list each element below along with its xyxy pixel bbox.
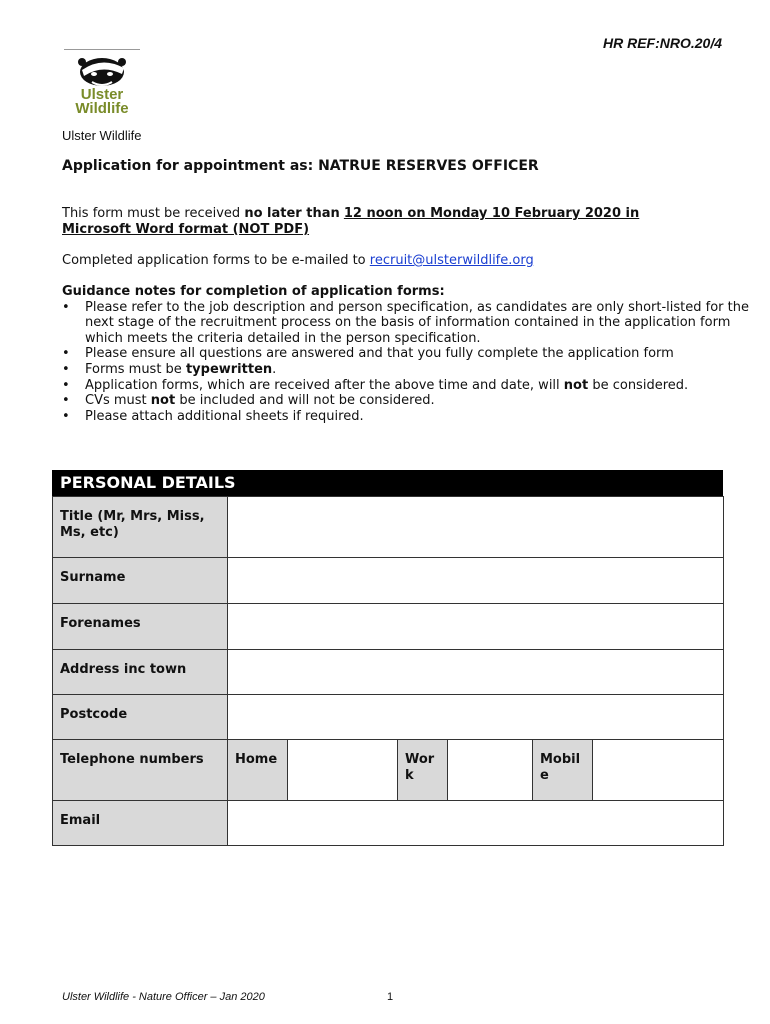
guidance-item-4-post: be considered. [588,377,689,393]
mobile-phone-label: Mobil e [533,740,593,801]
guidance-item-5-pre: CVs must [85,393,151,409]
email-field[interactable] [228,801,724,846]
table-row [53,650,724,695]
forenames-label: Forenames [53,604,228,650]
deadline-notice [62,206,712,238]
organisation-name: Ulster Wildlife [62,128,142,143]
ulster-wildlife-logo [64,52,140,118]
address-field[interactable] [228,650,724,695]
page-number: 1 [387,991,394,1003]
home-phone-field[interactable] [288,740,398,801]
guidance-item-6: Please attach additional sheets if required. [85,408,364,424]
guidance-item-5-post: be included and will not be considered. [175,393,435,409]
mobile-phone-field[interactable] [593,740,724,801]
table-row [53,695,724,740]
guidance-item-2: Please ensure all questions are answered and that you fully complete the application form [85,346,674,362]
footer-left: Ulster Wildlife - Nature Officer – Jan 2020 [62,991,265,1003]
guidance-item-4-bold: not [563,377,589,393]
telephone-label: Telephone numbers [53,740,228,801]
recruit-email-link[interactable]: recruit@ulsterwildlife.org [369,253,534,268]
logo-text-ulster: Ulster [80,86,124,103]
work-phone-label: Wor k [398,740,448,801]
deadline-date: 12 noon on Monday 10 February 2020 in [343,206,640,221]
personal-details-heading: PERSONAL DETAILS [52,470,723,496]
home-phone-label: Home [228,740,288,801]
address-label: Address inc town [53,650,228,695]
guidance-item-3-pre: Forms must be [85,361,186,377]
table-row [53,740,724,801]
guidance-list [62,300,762,425]
deadline-bold: no later than [244,206,340,221]
table-row [53,558,724,604]
table-row [53,801,724,846]
surname-field[interactable] [228,558,724,604]
forenames-field[interactable] [228,604,724,650]
work-phone-field[interactable] [448,740,533,801]
list-item [62,346,762,362]
list-item [62,393,762,409]
guidance-notes [62,284,762,424]
deadline-prefix: This form must be received [62,206,245,221]
email-notice-text: Completed application forms to be e-mailed to [62,253,370,268]
guidance-item-3-bold: typewritten [185,361,273,377]
surname-label: Surname [53,558,228,604]
personal-details-section [52,470,723,846]
postcode-label: Postcode [53,695,228,740]
postcode-field[interactable] [228,695,724,740]
personal-details-table [52,496,724,846]
guidance-item-1: Please refer to the job description and person specification, as candidates are only short-listed for the next stage of the recruitment process on the basis of information contained in the application form which meets the criteria detailed in the person specification. [85,299,749,346]
guidance-item-3-post: . [272,361,277,377]
logo-text-wildlife: Wildlife [75,100,129,117]
email-label: Email [53,801,228,846]
table-row [53,497,724,558]
list-item [62,378,762,394]
hr-reference: HR REF:NRO.20/4 [602,35,722,51]
table-row [53,604,724,650]
deadline-format: Microsoft Word format (NOT PDF) [62,222,310,237]
page-title: Application for appointment as: NATRUE RESERVES OFFICER [62,158,539,174]
guidance-title: Guidance notes for completion of application forms: [62,284,445,299]
badger-icon [64,52,140,88]
guidance-item-4-pre: Application forms, which are received after the above time and date, will [85,377,564,393]
logo-divider [64,49,140,50]
guidance-item-5-bold: not [150,393,176,409]
title-field[interactable] [228,497,724,558]
email-notice [62,253,534,268]
title-label: Title (Mr, Mrs, Miss, Ms, etc) [53,497,228,558]
list-item [62,409,762,425]
list-item [62,362,762,378]
list-item [62,300,762,347]
